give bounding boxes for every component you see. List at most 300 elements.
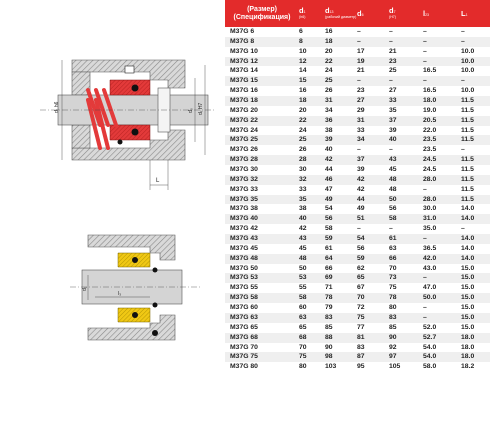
table-cell: 47.0 xyxy=(423,283,461,293)
table-cell: 58 xyxy=(299,293,325,303)
table-cell: 63 xyxy=(299,313,325,323)
table-cell: 36 xyxy=(325,116,357,126)
table-cell: 30.0 xyxy=(423,204,461,214)
table-cell: 98 xyxy=(325,352,357,362)
table-cell: – xyxy=(461,145,490,155)
table-cell: 42 xyxy=(357,185,389,195)
table-cell: 11.5 xyxy=(461,185,490,195)
table-cell: 15.0 xyxy=(461,283,490,293)
table-cell: 33 xyxy=(299,185,325,195)
table-cell: – xyxy=(423,47,461,57)
table-cell: 28 xyxy=(299,155,325,165)
table-row xyxy=(225,195,490,205)
table-cell: 18 xyxy=(299,96,325,106)
table-cell: 37 xyxy=(357,155,389,165)
table-row xyxy=(225,313,490,323)
table-cell: 45 xyxy=(389,165,423,175)
table-cell: 27 xyxy=(357,96,389,106)
table-cell: 11.5 xyxy=(461,155,490,165)
table-cell: 75 xyxy=(389,283,423,293)
table-cell: 42 xyxy=(357,175,389,185)
table-body xyxy=(225,27,490,372)
table-cell: 18.2 xyxy=(461,362,490,372)
table-cell: 20.5 xyxy=(423,116,461,126)
table-row xyxy=(225,214,490,224)
table-cell: 58.0 xyxy=(423,362,461,372)
table-cell: 15.0 xyxy=(461,303,490,313)
table-cell: – xyxy=(461,224,490,234)
dim-d1-bottom: d₁ xyxy=(82,286,88,291)
table-row xyxy=(225,66,490,76)
table-cell: 16.5 xyxy=(423,86,461,96)
table-cell: 11.5 xyxy=(461,106,490,116)
dim-d3: d₃ xyxy=(188,108,194,113)
table-cell-size: M37G 40 xyxy=(225,214,299,224)
table-cell-size: M37G 68 xyxy=(225,333,299,343)
table-cell: 48 xyxy=(299,254,325,264)
table-cell: 16 xyxy=(325,27,357,37)
table-cell: 8 xyxy=(299,37,325,47)
table-cell: 29 xyxy=(357,106,389,116)
table-cell: 34 xyxy=(357,135,389,145)
table-cell: 85 xyxy=(389,323,423,333)
table-cell: 48 xyxy=(389,175,423,185)
table-cell: 56 xyxy=(325,214,357,224)
table-row xyxy=(225,106,490,116)
table-cell: 21 xyxy=(357,66,389,76)
table-cell: 47 xyxy=(325,185,357,195)
table-cell-size: M37G 50 xyxy=(225,264,299,274)
table-cell: 15.0 xyxy=(461,313,490,323)
table-cell: 51 xyxy=(357,214,389,224)
table-cell: – xyxy=(423,313,461,323)
table-cell: 70 xyxy=(299,343,325,353)
table-cell: 15.0 xyxy=(461,264,490,274)
table-cell: 69 xyxy=(325,273,357,283)
table-cell: 11.5 xyxy=(461,175,490,185)
table-cell: 26 xyxy=(325,86,357,96)
table-cell: 65 xyxy=(357,273,389,283)
table-row xyxy=(225,76,490,86)
table-cell-size: M37G 12 xyxy=(225,57,299,67)
table-cell: 61 xyxy=(325,244,357,254)
table-cell-size: M37G 15 xyxy=(225,76,299,86)
table-cell: – xyxy=(423,234,461,244)
table-cell: 54.0 xyxy=(423,352,461,362)
table-cell: 34 xyxy=(325,106,357,116)
table-cell: 21 xyxy=(389,47,423,57)
table-cell: 59 xyxy=(357,254,389,264)
table-cell: 46 xyxy=(325,175,357,185)
table-cell: 35 xyxy=(299,195,325,205)
table-cell: 24.5 xyxy=(423,155,461,165)
table-cell-size: M37G 80 xyxy=(225,362,299,372)
table-cell: 39 xyxy=(357,165,389,175)
table-cell: 54.0 xyxy=(423,343,461,353)
table-row xyxy=(225,57,490,67)
table-cell: 79 xyxy=(325,303,357,313)
table-cell: 65 xyxy=(299,323,325,333)
table-cell: 40 xyxy=(325,145,357,155)
table-cell: 24 xyxy=(299,126,325,136)
table-cell: 10.0 xyxy=(461,57,490,67)
table-cell: 28.0 xyxy=(423,175,461,185)
table-cell-size: M37G 53 xyxy=(225,273,299,283)
table-cell-size: M37G 75 xyxy=(225,352,299,362)
table-cell-size: M37G 58 xyxy=(225,293,299,303)
table-cell: 16 xyxy=(299,86,325,96)
header-l23: l23 xyxy=(423,0,461,27)
table-cell-size: M37G 42 xyxy=(225,224,299,234)
table-cell: 72 xyxy=(357,303,389,313)
table-cell: 56 xyxy=(389,204,423,214)
table-cell: 43 xyxy=(389,155,423,165)
table-cell: – xyxy=(389,37,423,47)
table-cell: 15 xyxy=(299,76,325,86)
table-cell-size: M37G 63 xyxy=(225,313,299,323)
table-row xyxy=(225,47,490,57)
table-cell: 97 xyxy=(389,352,423,362)
dim-d1: d₁ h6 xyxy=(54,101,60,113)
table-cell: 31.0 xyxy=(423,214,461,224)
table-cell: 28.0 xyxy=(423,195,461,205)
table-cell-size: M37G 16 xyxy=(225,86,299,96)
header-d1: d1 (h6) xyxy=(299,0,325,27)
table-cell: 67 xyxy=(357,283,389,293)
table-cell: 35 xyxy=(389,106,423,116)
table-cell: 10.0 xyxy=(461,66,490,76)
table-cell-size: M37G 43 xyxy=(225,234,299,244)
table-cell: 25 xyxy=(389,66,423,76)
table-cell: 77 xyxy=(357,323,389,333)
table-cell: 39 xyxy=(325,135,357,145)
table-row xyxy=(225,264,490,274)
table-cell: 17 xyxy=(357,47,389,57)
table-row xyxy=(225,145,490,155)
table-cell-size: M37G 70 xyxy=(225,343,299,353)
table-cell: – xyxy=(423,57,461,67)
table-cell: 105 xyxy=(389,362,423,372)
table-cell: 12 xyxy=(299,57,325,67)
table-cell: 10.0 xyxy=(461,47,490,57)
table-cell: 66 xyxy=(389,254,423,264)
dimension-table xyxy=(225,0,490,372)
table-cell: 18 xyxy=(325,37,357,47)
table-cell: 25 xyxy=(299,135,325,145)
table-cell: 11.5 xyxy=(461,116,490,126)
table-cell: 33 xyxy=(357,126,389,136)
table-cell: 90 xyxy=(325,343,357,353)
table-row xyxy=(225,343,490,353)
table-cell: 14.0 xyxy=(461,254,490,264)
table-cell: 80 xyxy=(299,362,325,372)
table-cell: 26 xyxy=(299,145,325,155)
table-cell-size: M37G 26 xyxy=(225,145,299,155)
table-cell: – xyxy=(461,76,490,86)
table-cell: 11.5 xyxy=(461,195,490,205)
table-cell: 44 xyxy=(357,195,389,205)
table-cell: 14 xyxy=(299,66,325,76)
table-cell: 14.0 xyxy=(461,214,490,224)
technical-drawings xyxy=(0,0,222,443)
table-row xyxy=(225,204,490,214)
table-cell: 85 xyxy=(325,323,357,333)
table-cell: 49 xyxy=(325,195,357,205)
table-row xyxy=(225,224,490,234)
table-row xyxy=(225,165,490,175)
table-cell: 64 xyxy=(325,254,357,264)
table-cell: 61 xyxy=(389,234,423,244)
table-cell: 18.0 xyxy=(423,96,461,106)
table-cell: – xyxy=(357,27,389,37)
table-cell: 92 xyxy=(389,343,423,353)
table-cell-size: M37G 25 xyxy=(225,135,299,145)
seal-drawing-bottom xyxy=(0,215,222,443)
table-cell-size: M37G 32 xyxy=(225,175,299,185)
header-d13: d13 (рабочий диаметр) xyxy=(325,0,357,27)
table-cell: – xyxy=(357,224,389,234)
table-row xyxy=(225,175,490,185)
table-row xyxy=(225,362,490,372)
table-cell: 27 xyxy=(389,86,423,96)
table-cell: – xyxy=(389,224,423,234)
table-cell-size: M37G 8 xyxy=(225,37,299,47)
table-row xyxy=(225,293,490,303)
table-cell: 78 xyxy=(389,293,423,303)
table-cell: 43 xyxy=(299,234,325,244)
table-cell: 44 xyxy=(325,165,357,175)
table-cell: 37 xyxy=(389,116,423,126)
table-cell: 14.0 xyxy=(461,244,490,254)
table-cell: 22.0 xyxy=(423,126,461,136)
table-cell: 63 xyxy=(389,244,423,254)
table-cell: 33 xyxy=(389,96,423,106)
table-cell: 25 xyxy=(325,76,357,86)
table-cell-size: M37G 55 xyxy=(225,283,299,293)
table-cell-size: M37G 48 xyxy=(225,254,299,264)
table-cell: 11.5 xyxy=(461,96,490,106)
table-cell: 36.5 xyxy=(423,244,461,254)
table-cell: 54 xyxy=(357,234,389,244)
table-cell: 14.0 xyxy=(461,234,490,244)
table-cell: 50 xyxy=(389,195,423,205)
table-row xyxy=(225,37,490,47)
table-cell: 10 xyxy=(299,47,325,57)
table-cell-size: M37G 18 xyxy=(225,96,299,106)
table-cell-size: M37G 20 xyxy=(225,106,299,116)
table-cell-size: M37G 60 xyxy=(225,303,299,313)
table-cell: 22 xyxy=(325,57,357,67)
table-cell: 58 xyxy=(325,224,357,234)
table-cell: – xyxy=(423,185,461,195)
table-cell: 39 xyxy=(389,126,423,136)
table-cell: 78 xyxy=(325,293,357,303)
table-cell: 75 xyxy=(357,313,389,323)
table-cell: 23 xyxy=(389,57,423,67)
table-cell: 11.5 xyxy=(461,126,490,136)
table-cell: 42.0 xyxy=(423,254,461,264)
table-cell: 24.5 xyxy=(423,165,461,175)
table-cell: – xyxy=(423,27,461,37)
table-cell: – xyxy=(389,145,423,155)
table-cell: 11.5 xyxy=(461,165,490,175)
dim-l: L xyxy=(156,178,160,184)
table-cell: 42 xyxy=(325,155,357,165)
table-cell: 14.0 xyxy=(461,204,490,214)
table-cell-size: M37G 38 xyxy=(225,204,299,214)
table-cell: 10.0 xyxy=(461,86,490,96)
table-cell: 18.0 xyxy=(461,352,490,362)
table-cell: 16.5 xyxy=(423,66,461,76)
table-row xyxy=(225,135,490,145)
table-cell: 62 xyxy=(357,264,389,274)
table-row xyxy=(225,126,490,136)
table-cell: 23 xyxy=(357,86,389,96)
table-cell: 40 xyxy=(299,214,325,224)
table-cell: 38 xyxy=(299,204,325,214)
table-cell: 11.5 xyxy=(461,135,490,145)
table-cell: 56 xyxy=(357,244,389,254)
table-cell: 23.5 xyxy=(423,135,461,145)
table-row xyxy=(225,323,490,333)
table-row xyxy=(225,116,490,126)
table-cell: 81 xyxy=(357,333,389,343)
table-cell: 80 xyxy=(389,303,423,313)
table-header-row xyxy=(225,0,490,27)
table-cell: 55 xyxy=(299,283,325,293)
header-l: L1 xyxy=(461,0,490,27)
header-size: (Размер) (Спецификация) xyxy=(225,0,299,27)
table-cell-size: M37G 22 xyxy=(225,116,299,126)
table-cell: 45 xyxy=(299,244,325,254)
table-cell: 75 xyxy=(299,352,325,362)
table-cell: 48 xyxy=(389,185,423,195)
table-cell: – xyxy=(423,273,461,283)
table-cell: 20 xyxy=(299,106,325,116)
table-cell: – xyxy=(389,76,423,86)
table-cell: 40 xyxy=(389,135,423,145)
table-cell: 31 xyxy=(325,96,357,106)
table-cell: 42 xyxy=(299,224,325,234)
table-cell: 15.0 xyxy=(461,273,490,283)
table-cell: 15.0 xyxy=(461,323,490,333)
table-cell: 88 xyxy=(325,333,357,343)
table-cell: – xyxy=(357,145,389,155)
dim-l3: l₃ xyxy=(118,291,122,297)
table-cell: 15.0 xyxy=(461,293,490,303)
table-cell: 53 xyxy=(299,273,325,283)
table-cell-size: M37G 14 xyxy=(225,66,299,76)
table-cell: 90 xyxy=(389,333,423,343)
seal-drawing-top xyxy=(0,0,222,215)
table-cell-size: M37G 33 xyxy=(225,185,299,195)
table-cell: – xyxy=(423,76,461,86)
table-cell: 83 xyxy=(389,313,423,323)
table-cell: 66 xyxy=(325,264,357,274)
table-cell: 18.0 xyxy=(461,343,490,353)
table-row xyxy=(225,27,490,37)
table-row xyxy=(225,155,490,165)
table-cell: 38 xyxy=(325,126,357,136)
table-cell: 59 xyxy=(325,234,357,244)
table-cell: 30 xyxy=(299,165,325,175)
table-cell: 71 xyxy=(325,283,357,293)
table-row xyxy=(225,283,490,293)
table-cell: 73 xyxy=(389,273,423,283)
table-row xyxy=(225,185,490,195)
table-cell: 23.5 xyxy=(423,145,461,155)
table-cell: 52.7 xyxy=(423,333,461,343)
table-cell: 83 xyxy=(325,313,357,323)
table-cell: 43.0 xyxy=(423,264,461,274)
table-cell-size: M37G 6 xyxy=(225,27,299,37)
table-cell: 31 xyxy=(357,116,389,126)
header-d6: d6 xyxy=(357,0,389,27)
table-cell: 87 xyxy=(357,352,389,362)
table-row xyxy=(225,273,490,283)
table-cell: 83 xyxy=(357,343,389,353)
table-row xyxy=(225,254,490,264)
table-row xyxy=(225,244,490,254)
table-cell: – xyxy=(357,76,389,86)
table-cell: 70 xyxy=(389,264,423,274)
table-row xyxy=(225,303,490,313)
table-cell: 20 xyxy=(325,47,357,57)
table-cell: 54 xyxy=(325,204,357,214)
table-cell: 24 xyxy=(325,66,357,76)
table-cell-size: M37G 24 xyxy=(225,126,299,136)
table-cell: – xyxy=(423,303,461,313)
table-cell: – xyxy=(423,37,461,47)
table-cell: 68 xyxy=(299,333,325,343)
table-cell: – xyxy=(389,27,423,37)
table-cell: 70 xyxy=(357,293,389,303)
table-cell: 50.0 xyxy=(423,293,461,303)
table-cell: 52.0 xyxy=(423,323,461,333)
table-cell-size: M37G 10 xyxy=(225,47,299,57)
table-cell: 19 xyxy=(357,57,389,67)
table-cell-size: M37G 45 xyxy=(225,244,299,254)
table-cell: 50 xyxy=(299,264,325,274)
header-d7: d7 (H7) xyxy=(389,0,423,27)
table-cell: – xyxy=(461,27,490,37)
table-cell: 18.0 xyxy=(461,333,490,343)
table-cell: 35.0 xyxy=(423,224,461,234)
table-row xyxy=(225,333,490,343)
table-cell: 58 xyxy=(389,214,423,224)
table-cell: – xyxy=(357,37,389,47)
table-cell-size: M37G 35 xyxy=(225,195,299,205)
table-row xyxy=(225,234,490,244)
table-cell-size: M37G 30 xyxy=(225,165,299,175)
table-row xyxy=(225,86,490,96)
table-cell: 103 xyxy=(325,362,357,372)
dim-d7: d₇ H7 xyxy=(198,102,204,115)
table-cell: 19.0 xyxy=(423,106,461,116)
table-cell: 60 xyxy=(299,303,325,313)
table-cell-size: M37G 65 xyxy=(225,323,299,333)
table-row xyxy=(225,352,490,362)
table-cell: 32 xyxy=(299,175,325,185)
dimension-table-container xyxy=(225,0,490,372)
table-cell: 22 xyxy=(299,116,325,126)
table-row xyxy=(225,96,490,106)
table-cell: 6 xyxy=(299,27,325,37)
table-cell-size: M37G 28 xyxy=(225,155,299,165)
table-cell: 49 xyxy=(357,204,389,214)
table-cell: 95 xyxy=(357,362,389,372)
table-cell: – xyxy=(461,37,490,47)
